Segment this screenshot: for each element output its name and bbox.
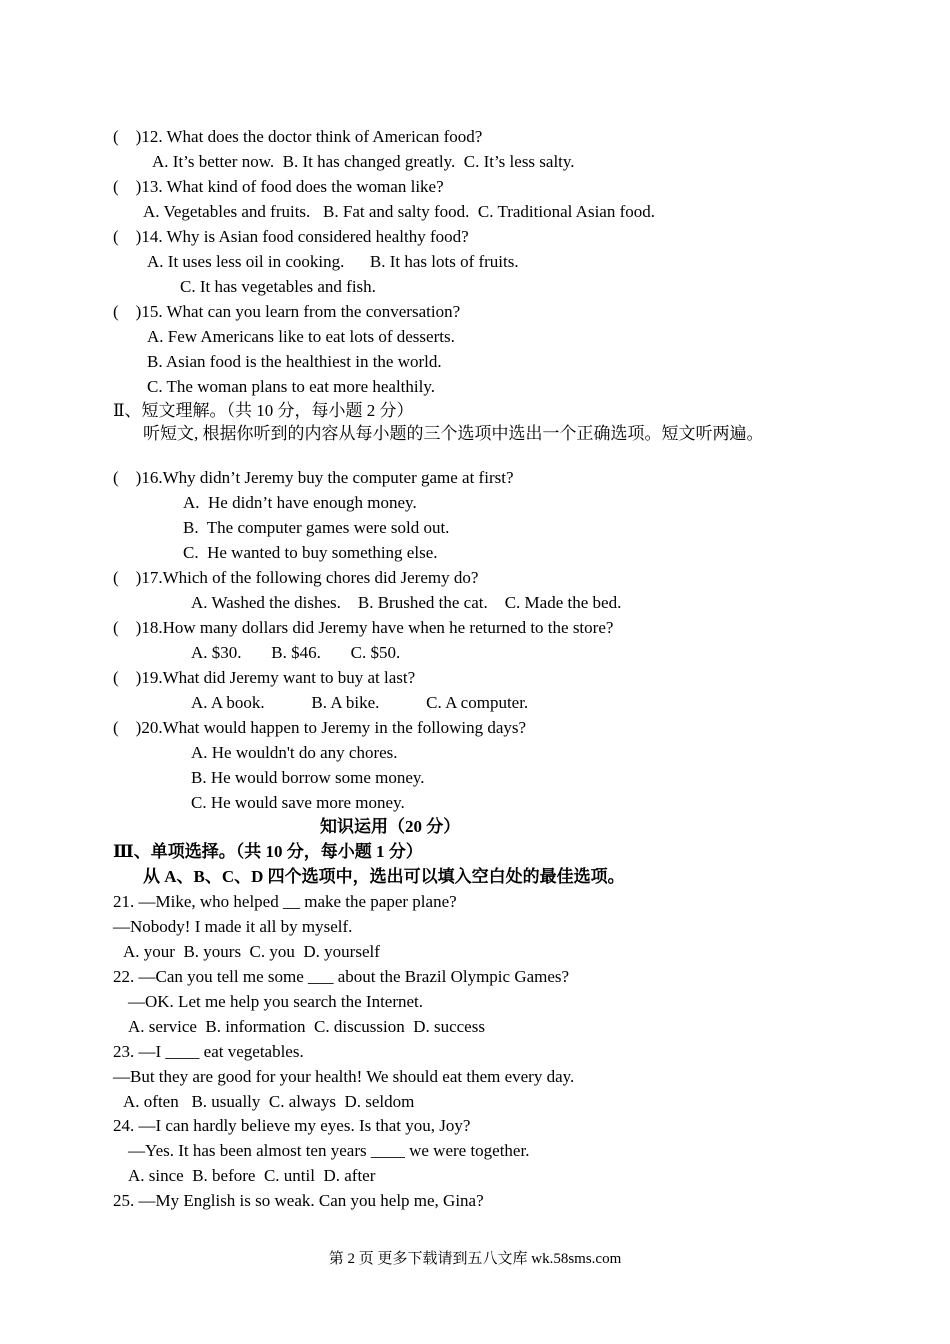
question-25-line-1: 25. —My English is so weak. Can you help me, Gina? xyxy=(113,1191,484,1210)
section-2-heading: Ⅱ、短文理解。（共 10 分，每小题 2 分） xyxy=(113,401,414,420)
section-3-heading: Ⅲ、单项选择。（共 10 分，每小题 1 分） xyxy=(113,842,423,861)
question-24-line-1: 24. —I can hardly believe my eyes. Is that you, Joy? xyxy=(113,1116,471,1135)
question-13-stem: ( )13. What kind of food does the woman like? xyxy=(113,177,444,196)
question-20-option-c: C. He would save more money. xyxy=(191,793,405,812)
question-16-option-a: A. He didn’t have enough money. xyxy=(183,493,417,512)
question-17-stem: ( )17.Which of the following chores did Jeremy do? xyxy=(113,568,479,587)
question-22-line-2: —OK. Let me help you search the Internet. xyxy=(128,992,424,1011)
section-3-instruction: 从 A、B、C、D 四个选项中，选出可以填入空白处的最佳选项。 xyxy=(143,867,625,886)
question-15-stem: ( )15. What can you learn from the conversation? xyxy=(113,302,461,321)
question-24-options: A. since B. before C. until D. after xyxy=(128,1166,376,1185)
question-23-line-2: —But they are good for your health! We should eat them every day. xyxy=(113,1067,575,1086)
question-16-option-c: C. He wanted to buy something else. xyxy=(183,543,438,562)
question-12-options: A. It’s better now. B. It has changed greatly. C. It’s less salty. xyxy=(152,152,575,171)
question-18-options: A. $30. B. $46. C. $50. xyxy=(191,643,401,662)
question-21-line-1: 21. —Mike, who helped __ make the paper plane? xyxy=(113,892,457,911)
question-16-stem: ( )16.Why didn’t Jeremy buy the computer game at first? xyxy=(113,468,514,487)
section-2-instruction: 听短文, 根据你听到的内容从每小题的三个选项中选出一个正确选项。短文听两遍。 xyxy=(143,424,764,443)
question-18-stem: ( )18.How many dollars did Jeremy have when he returned to the store? xyxy=(113,618,614,637)
page-footer: 第 2 页 更多下载请到五八文库 wk.58sms.com xyxy=(328,1251,622,1267)
question-15-option-c: C. The woman plans to eat more healthily. xyxy=(147,377,435,396)
question-13-options: A. Vegetables and fruits. B. Fat and salty food. C. Traditional Asian food. xyxy=(143,202,656,221)
question-15-option-b: B. Asian food is the healthiest in the world. xyxy=(147,352,442,371)
question-14-stem: ( )14. Why is Asian food considered healthy food? xyxy=(113,227,469,246)
question-16-option-b: B. The computer games were sold out. xyxy=(183,518,450,537)
knowledge-title: 知识运用（20 分） xyxy=(320,817,461,836)
question-22-options: A. service B. information C. discussion D. success xyxy=(128,1017,485,1036)
question-21-options: A. your B. yours C. you D. yourself xyxy=(123,942,380,961)
question-21-line-2: —Nobody! I made it all by myself. xyxy=(113,917,353,936)
question-14-options-1: A. It uses less oil in cooking. B. It has lots of fruits. xyxy=(147,252,519,271)
question-15-option-a: A. Few Americans like to eat lots of desserts. xyxy=(147,327,455,346)
question-20-option-a: A. He wouldn't do any chores. xyxy=(191,743,398,762)
question-20-stem: ( )20.What would happen to Jeremy in the following days? xyxy=(113,718,527,737)
question-14-options-2: C. It has vegetables and fish. xyxy=(180,277,376,296)
question-23-line-1: 23. —I ____ eat vegetables. xyxy=(113,1042,304,1061)
question-24-line-2: —Yes. It has been almost ten years ____ we were together. xyxy=(128,1141,530,1160)
question-19-stem: ( )19.What did Jeremy want to buy at last? xyxy=(113,668,416,687)
question-20-option-b: B. He would borrow some money. xyxy=(191,768,425,787)
question-12-stem: ( )12. What does the doctor think of American food? xyxy=(113,127,483,146)
question-22-line-1: 22. —Can you tell me some ___ about the Brazil Olympic Games? xyxy=(113,967,570,986)
question-19-options: A. A book. B. A bike. C. A computer. xyxy=(191,693,529,712)
question-23-options: A. often B. usually C. always D. seldom xyxy=(123,1092,415,1111)
question-17-options: A. Washed the dishes. B. Brushed the cat. C. Made the bed. xyxy=(191,593,622,612)
